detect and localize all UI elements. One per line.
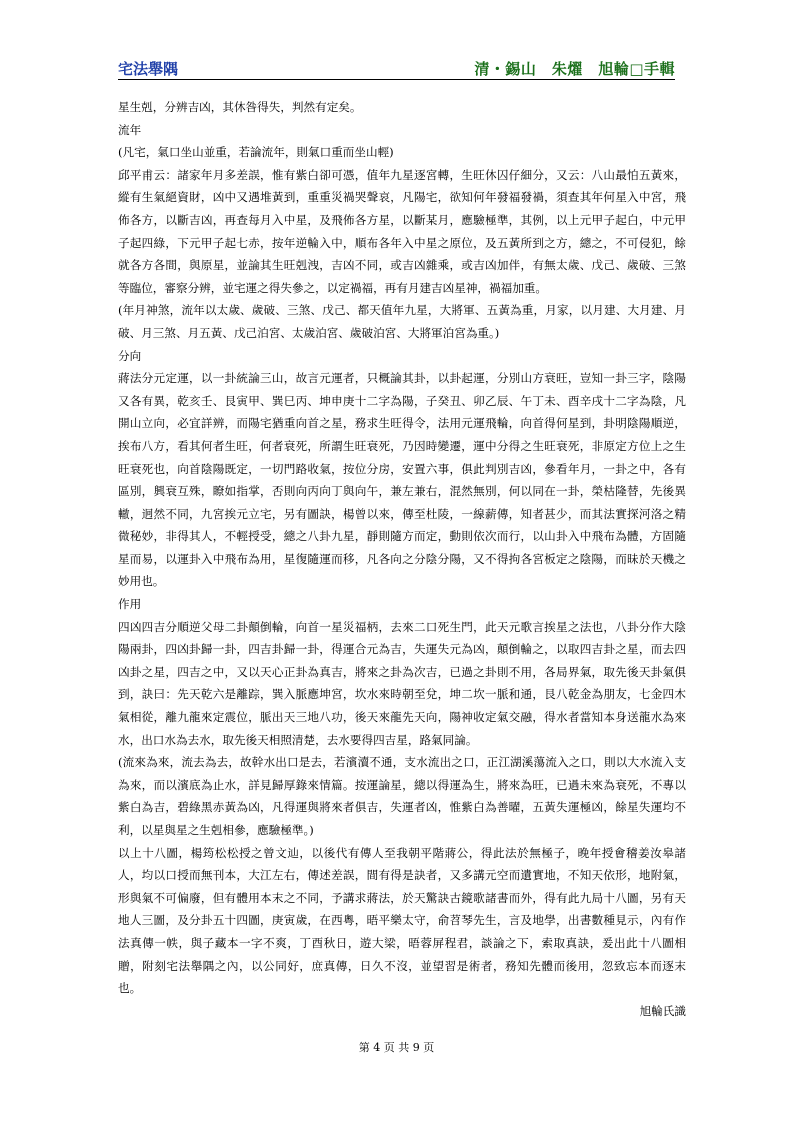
page-body <box>118 96 686 1022</box>
paragraph-zuoyong: 四凶四吉分順逆父母二卦顛倒輪，向首一星災福柄，去來二口死生門，此天元歌言挨星之法也，八卦分作大陰陽兩卦，四凶卦歸一卦，四吉卦歸一卦，得運合元為吉，失運失元為凶，顛倒輪之，以取四吉卦之星，而去四凶卦之星，四吉之中，又以天心正卦為真吉，將來之卦為次吉，已過之卦則不用，各局界氣，取先後天卦氣俱到，訣曰：先天乾六是離踪，巽入脈應坤宮，坎水來時朝至兌，坤二坎一脈和通，艮八乾金為朋友，七金四木氣相從，離九龍來定震位，脈出天三地八功，後天來龍先天向，陽神收定氣交融，得水者當知本身送龍水為來水，出口水為去水，取先後天相照清楚，去水要得四吉星，路氣同論。 <box>118 619 686 747</box>
section-heading-liunian: 流年 <box>118 122 142 137</box>
paragraph-liunian: 邱平甫云：諸家年月多差誤，惟有紫白卻可憑，值年九星逐宮轉，生旺休囚仔細分，又云：八山最怕五黃來，縱有生氣絕資財，凶中又遇堆黃到，重重災禍哭聲哀，凡陽宅，欲知何年發福發禍，須查其年何星入中宮，飛佈各方，以斷吉凶，再查每月入中星，及飛佈各方星，以斷某月，應驗極準，其例，以上元甲子起白，中元甲子起四綠，下元甲子起七赤，按年逆輪入中，順布各年入中星之原位，及五黃所到之方，總之，不可侵犯，餘就各方各間，與原星，並論其生旺剋洩，吉凶不同，或吉凶雜乘，或吉凶加伴，有無太歲、戊己、歲破、三煞等臨位，審察分辨，並宅運之得失參之，以定禍福，再有月建吉凶星神，禍福加重。 <box>118 167 686 295</box>
book-title: 宅法舉隅 <box>118 60 179 78</box>
note-shensha: (年月神煞，流年以太歲、歲破、三煞、戊己、都天值年九星，大將軍、五黃為重，月家，以月建、大月建、月破、月三煞、月五黃、戊己泊宮、太歲泊宮、歲破泊宮、大將軍泊宮為重。) <box>118 303 686 340</box>
note-zuoyong: (流來為來，流去為去，故幹水出口是去，若濱瀆不通，支水流出之口，正江湖溪蕩流入之口，則以大水流入支為來，而以濱底為止水，詳見歸厚錄來情篇。按運論星，總以得運為生，將來為旺，已過未來為衰死，不專以紫白為吉，碧綠黑赤黃為凶，凡得運與將來者俱吉，失運者凶，惟紫白為善曜，五黃失運極凶，餘星失運均不利，以星與星之生剋相參，應驗極準。) <box>118 755 686 837</box>
author-credit: 清・錫山 朱燿 旭輪□手輯 <box>474 60 675 78</box>
section-heading-fenxiang: 分向 <box>118 348 142 363</box>
header-divider <box>118 79 675 80</box>
note-liunian: (凡宅，氣口坐山並重，若論流年，則氣口重而坐山輕) <box>118 145 394 160</box>
signature: 旭輪氏識 <box>639 1003 686 1018</box>
section-heading-zuoyong: 作用 <box>118 597 142 612</box>
page-number: 第 4 页 共 9 页 <box>358 1041 435 1054</box>
paragraph-fenxiang: 蔣法分元定運，以一卦統論三山，故言元運者，只概論其卦，以卦起運，分別山方衰旺，豈知一卦三字，陰陽又各有異，乾亥壬、艮寅甲、巽巳丙、坤申庚十二字為陽，子癸丑、卯乙辰、午丁未、酉辛戌十二字為陰，凡開山立向，必宜詳辨，而陽宅猶重向首之星，務求生旺得令，法用元運飛輪，向首得何星到，卦明陰陽順逆，挨布八方，看其何者生旺，何者衰死，所謂生旺衰死，乃因時變遷，運中分得之生旺衰死，非原定方位上之生旺衰死也，向首陰陽既定，一切門路收氣，按位分房，安置六事，俱此判別吉凶，參看年月，一卦之中，各有區別，興衰互殊，瞭如指掌，否則向丙向丁與向午，兼左兼右，混然無別，何以同在一卦，榮枯隆替，先後異轍，迥然不同，九宮挨元立宅，另有圖訣，楊曾以來，傳至杜陵，一線薪傳，知者甚少，而其法實探河洛之精微秘妙，非得其人，不輕授受，總之八卦九星，靜則隨方而定，動則依次而行，以山卦入中飛布為體，方固隨星而易，以運卦入中飛布為用，星復隨運而移，凡各向之分陰分陽，又不得拘各宮板定之陰陽，而昧於天機之妙用也。 <box>118 371 686 589</box>
page-header <box>118 58 675 80</box>
paragraph-postscript: 以上十八圖，楊筠松松授之曾文辿，以後代有傳人至我朝平階蔣公，得此法於無極子，晚年授會稽姜汝皋諸人，均以口授而無刊本，大江左右，傳述差誤，間有得是訣者，又多講元空而遺實地，不知天依形，地附氣，形與氣不可偏廢，但有體用本末之不同，予講求蔣法，於天驚訣古鏡歌諸書而外，得有此九局十八圖，另有天地人三圖，及分卦五十四圖，庚寅歲，在西粵，晤平樂太守，俞苕琴先生，言及地學，出書數種見示，內有作法真傳一帙，與子藏本一字不爽，丁酉秋日，遊大梁，晤蓉屏程君，談論之下，索取真訣，爰出此十八圖相贈，附刻宅法舉隅之內，以公同好，庶真傳，日久不沒，並望習是術者，務知先體而後用，忽致忘本而逐末也。 <box>118 845 686 996</box>
paragraph-intro: 星生剋，分辨吉凶，其休咎得失，判然有定矣。 <box>118 100 362 114</box>
